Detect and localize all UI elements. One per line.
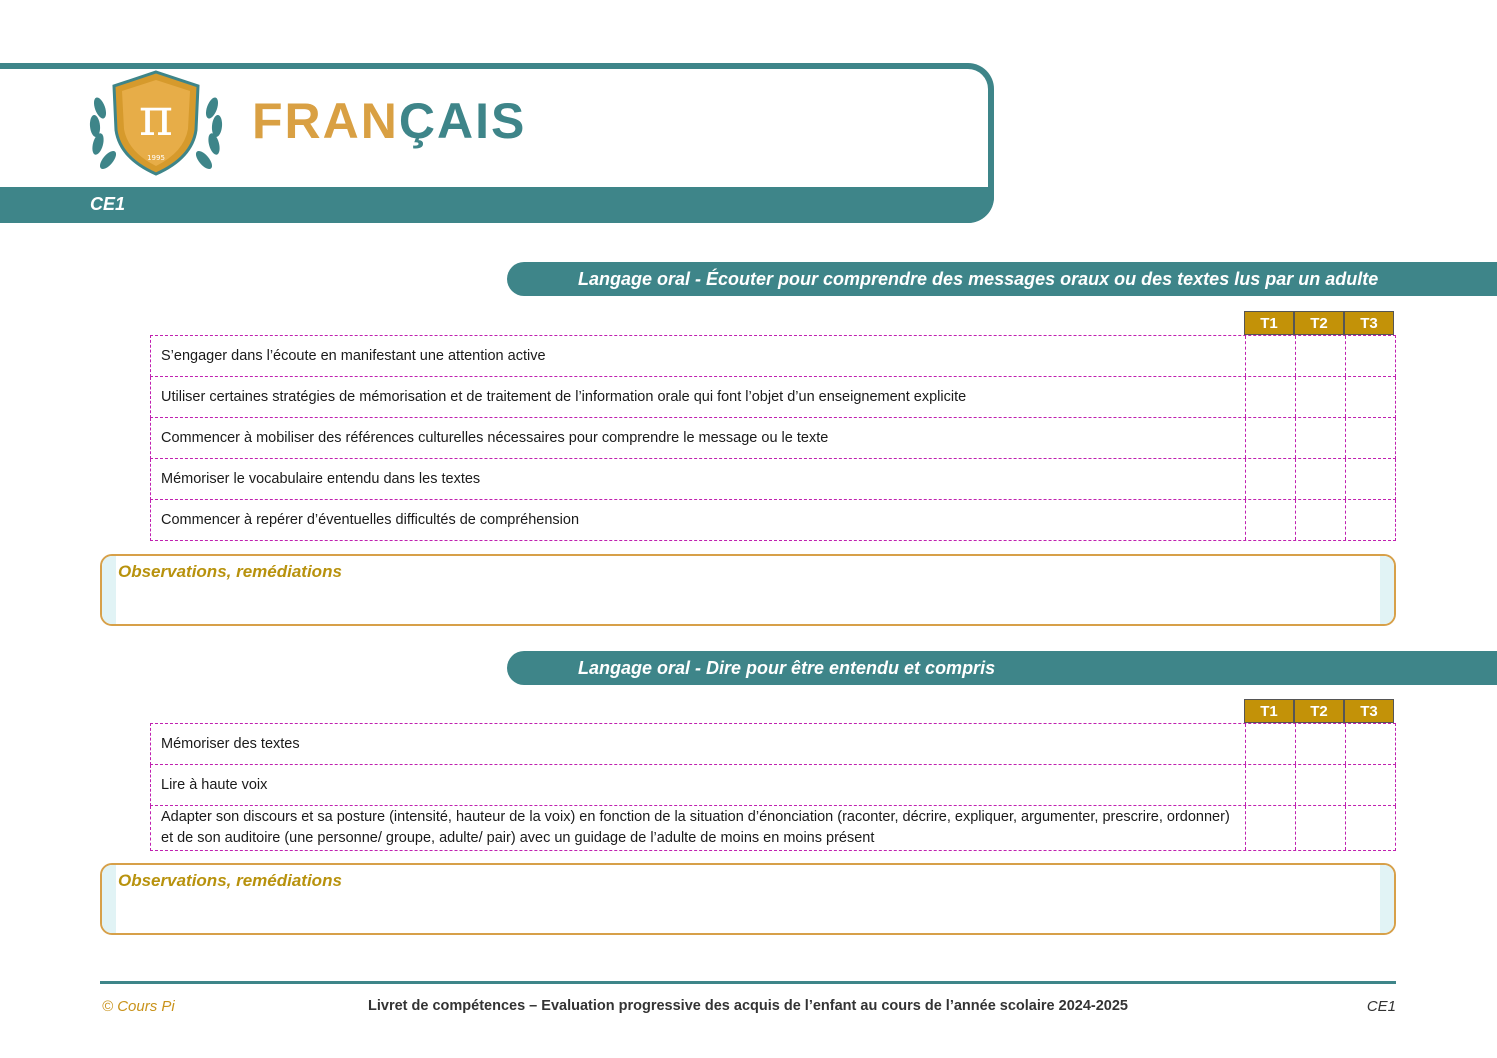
- t3-cell[interactable]: [1345, 500, 1395, 540]
- header-t3: T3: [1344, 699, 1394, 723]
- header-band: [0, 187, 994, 223]
- t2-cell[interactable]: [1295, 806, 1345, 850]
- competence-label: Commencer à mobiliser des références culturelles nécessaires pour comprendre le message ou le texte: [161, 429, 829, 446]
- t1-cell[interactable]: [1245, 806, 1295, 850]
- t2-cell[interactable]: [1295, 336, 1345, 376]
- t3-cell[interactable]: [1345, 459, 1395, 499]
- table-row: [150, 723, 1396, 765]
- header-t3: T3: [1344, 311, 1394, 335]
- table-row: [150, 500, 1396, 541]
- table-row: [150, 377, 1396, 418]
- t3-cell[interactable]: [1345, 377, 1395, 417]
- competence-label: Lire à haute voix: [161, 776, 268, 793]
- t3-cell[interactable]: [1345, 806, 1395, 850]
- trimester-header: [1244, 699, 1394, 723]
- table-row: [150, 459, 1396, 500]
- t2-cell[interactable]: [1295, 418, 1345, 458]
- t2-cell[interactable]: [1295, 765, 1345, 805]
- t2-cell[interactable]: [1295, 500, 1345, 540]
- t1-cell[interactable]: [1245, 377, 1295, 417]
- subject-title-part1: FRAN: [252, 93, 399, 149]
- subject-title: [252, 93, 527, 149]
- competence-label: Mémoriser des textes: [161, 735, 300, 752]
- competence-label: Mémoriser le vocabulaire entendu dans les textes: [161, 470, 481, 487]
- observations-box[interactable]: [100, 863, 1396, 935]
- observations-box[interactable]: [100, 554, 1396, 626]
- t1-cell[interactable]: [1245, 336, 1295, 376]
- table-row: [150, 418, 1396, 459]
- footer-copyright: © Cours Pi: [102, 998, 175, 1015]
- competence-label: Adapter son discours et sa posture (intensité, hauteur de la voix) en fonction de la situation d’énonciation (raconter, décrire, expliquer, argumenter, prescrire, ordonner) et de son auditoire (une personne/ groupe, adulte/ pair) avec un guidage de l’adulte de moins en moins présent: [161, 809, 1230, 846]
- t2-cell[interactable]: [1295, 377, 1345, 417]
- observations-label: Observations, remédiations: [118, 562, 342, 581]
- logo-year: 1995: [147, 154, 165, 162]
- table-row: [150, 335, 1396, 377]
- t1-cell[interactable]: [1245, 459, 1295, 499]
- section-title-ecouter: Langage oral - Écouter pour comprendre des messages oraux ou des textes lus par un adulte: [507, 262, 1497, 296]
- t1-cell[interactable]: [1245, 765, 1295, 805]
- subject-title-part2: ÇAIS: [398, 93, 527, 149]
- t3-cell[interactable]: [1345, 724, 1395, 764]
- header-t2: T2: [1294, 311, 1344, 335]
- table-row: [150, 806, 1396, 851]
- competence-label: Utiliser certaines stratégies de mémorisation et de traitement de l’information orale qui font l’objet d’un enseignement explicite: [161, 388, 967, 405]
- header-t2: T2: [1294, 699, 1344, 723]
- t3-cell[interactable]: [1345, 765, 1395, 805]
- t2-cell[interactable]: [1295, 724, 1345, 764]
- t2-cell[interactable]: [1295, 459, 1345, 499]
- t1-cell[interactable]: [1245, 724, 1295, 764]
- observations-label: Observations, remédiations: [118, 871, 342, 890]
- competence-label: S’engager dans l’écoute en manifestant une attention active: [161, 347, 546, 364]
- footer-title: Livret de compétences – Evaluation progressive des acquis de l’enfant au cours de l’année scolaire 2024-2025: [368, 998, 1128, 1014]
- t1-cell[interactable]: [1245, 418, 1295, 458]
- table-row: [150, 765, 1396, 806]
- header-t1: T1: [1244, 311, 1294, 335]
- competence-label: Commencer à repérer d’éventuelles difficultés de compréhension: [161, 511, 580, 528]
- t3-cell[interactable]: [1345, 336, 1395, 376]
- section-title-dire: Langage oral - Dire pour être entendu et compris: [507, 651, 1497, 685]
- t1-cell[interactable]: [1245, 500, 1295, 540]
- footer-rule: [100, 981, 1396, 984]
- trimester-header: [1244, 311, 1394, 335]
- footer-grade: CE1: [1366, 998, 1396, 1015]
- grade-label: CE1: [90, 194, 126, 214]
- header-t1: T1: [1244, 699, 1294, 723]
- pi-symbol: π: [138, 88, 174, 148]
- t3-cell[interactable]: [1345, 418, 1395, 458]
- cours-pi-logo: [86, 68, 226, 178]
